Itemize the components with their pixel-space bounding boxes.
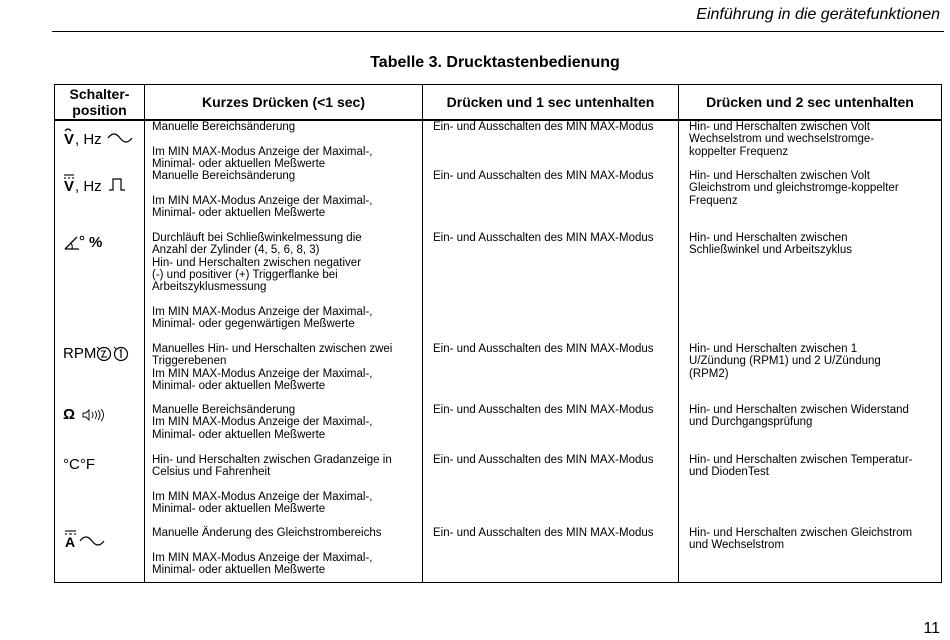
cell-text: und Durchgangsprüfung [689, 416, 813, 429]
cell-text: Ein- und Ausschalten des MIN MAX-Modus [433, 343, 654, 356]
cell-text: Hin- und Herschalten zwischen negativer [152, 256, 362, 269]
svg-text:, Hz: , Hz [75, 178, 102, 195]
hold-2-sec-cell [679, 454, 942, 527]
ac-volt-hz-sine-icon [63, 127, 141, 147]
cell-text: Minimal- oder aktuellen Meßwerte [152, 207, 326, 220]
hold-1-sec-cell [423, 343, 679, 404]
cell-text: Hin- und Herschalten zwischen Gleichstrom [689, 527, 913, 540]
table-header-row [55, 85, 942, 121]
switch-symbol [63, 127, 141, 147]
running-header: Einführung in die gerätefunktionen [696, 6, 940, 23]
hold-2-sec-cell [679, 232, 942, 343]
switch-symbol [63, 406, 107, 424]
button-operation-table [54, 84, 942, 583]
cell-text: Minimal- oder aktuellen Meßwerte [152, 503, 326, 516]
col-header-hold-1-sec: Drücken und 1 sec untenhalten [423, 85, 679, 121]
amp-dc-ac-icon [63, 529, 113, 549]
col-header-short-press: Kurzes Drücken (<1 sec) [145, 85, 423, 121]
switch-symbol [63, 529, 113, 549]
hold-2-sec-cell [679, 343, 942, 404]
cell-text: Im MIN MAX-Modus Anzeige der Maximal-, [152, 367, 373, 380]
cell-text: (-) und positiver (+) Triggerflanke bei [152, 269, 338, 282]
cell-text: Ein- und Ausschalten des MIN MAX-Modus [433, 454, 654, 467]
cell-text: (RPM2) [689, 367, 729, 380]
svg-text:, Hz: , Hz [75, 131, 102, 147]
cell-text: Im MIN MAX-Modus Anzeige der Maximal-, [152, 145, 373, 158]
table-row [55, 170, 942, 232]
rpm-label: RPM [63, 345, 97, 363]
cell-text: Manuelle Bereichsänderung [152, 170, 296, 183]
cell-text: Manuelle Bereichsänderung [152, 404, 296, 417]
cell-text: Minimal- oder aktuellen Meßwerte [152, 157, 326, 170]
cell-text: Im MIN MAX-Modus Anzeige der Maximal-, [152, 194, 373, 207]
svg-text:V: V [64, 178, 75, 195]
dc-volt-hz-square-icon [63, 172, 141, 194]
cell-text: Hin- und Herschalten zwischen Volt [689, 170, 870, 183]
cell-text: U/Zündung (RPM1) und 2 U/Zündung [689, 355, 881, 368]
hold-2-sec-cell [679, 120, 942, 170]
svg-text:V: V [64, 131, 75, 147]
col-header-switch-position [55, 85, 145, 121]
cell-text: Manuelle Änderung des Gleichstrombereichs [152, 527, 382, 540]
switch-position-cell [55, 120, 145, 170]
cell-text: Durchläuft bei Schließwinkelmessung die [152, 232, 362, 245]
cell-text: und Wechselstrom [689, 539, 785, 552]
cell-text: Celsius und Fahrenheit [152, 466, 271, 479]
cell-text: Minimal- oder aktuellen Meßwerte [152, 428, 326, 441]
hold-2-sec-cell [679, 170, 942, 232]
hold-1-sec-cell [423, 404, 679, 454]
hold-2-sec-cell [679, 404, 942, 454]
ohm-symbol: Ω [63, 406, 76, 424]
cell-text: Im MIN MAX-Modus Anzeige der Maximal-, [152, 416, 373, 429]
table-row [55, 120, 942, 170]
ohm-continuity-beeper-icon [81, 408, 107, 422]
col-header-switch-position-line: Schalter- [69, 86, 130, 102]
cell-text: Gleichstrom und gleichstromge-koppelter [689, 182, 899, 195]
cell-text: Manuelle Bereichsänderung [152, 121, 296, 133]
cell-text: Minimal- oder aktuellen Meßwerte [152, 564, 326, 577]
hold-1-sec-cell [423, 120, 679, 170]
cell-text: koppelter Frequenz [689, 145, 789, 158]
switch-symbol [63, 172, 141, 194]
cell-text: Hin- und Herschalten zwischen Widerstand [689, 404, 909, 417]
short-press-cell [145, 232, 423, 343]
table-row [55, 527, 942, 582]
cell-text: und DiodenTest [689, 466, 769, 479]
cell-text: Hin- und Herschalten zwischen 1 [689, 343, 858, 356]
short-press-cell [145, 343, 423, 404]
table-caption: Tabelle 3. Drucktastenbedienung [370, 54, 620, 71]
cell-text: Ein- und Ausschalten des MIN MAX-Modus [433, 170, 654, 183]
table-row [55, 404, 942, 454]
switch-symbol [63, 456, 95, 474]
switch-position-cell [55, 232, 145, 343]
cell-text: Minimal- oder aktuellen Meßwerte [152, 380, 326, 393]
cell-text: Im MIN MAX-Modus Anzeige der Maximal-, [152, 491, 373, 504]
switch-position-cell [55, 527, 145, 582]
amp-label: A [65, 534, 76, 550]
cell-text: Manuelles Hin- und Herschalten zwischen zwei [152, 343, 393, 356]
cell-text: Hin- und Herschalten zwischen [689, 232, 848, 245]
table-row [55, 343, 942, 404]
cell-text: Anzahl der Zylinder (4, 5, 6, 8, 3) [152, 244, 320, 257]
short-press-cell [145, 527, 423, 582]
table-row [55, 232, 942, 343]
cell-text: Schließwinkel und Arbeitszyklus [689, 244, 852, 257]
cell-text: Ein- und Ausschalten des MIN MAX-Modus [433, 404, 654, 417]
cell-text: Arbeitszyklusmessung [152, 281, 267, 294]
cell-text: Ein- und Ausschalten des MIN MAX-Modus [433, 232, 654, 245]
switch-symbol [63, 345, 130, 363]
cell-text: Wechselstrom und wechselstromge- [689, 133, 875, 146]
cell-text: Ein- und Ausschalten des MIN MAX-Modus [433, 121, 654, 133]
cell-text: Im MIN MAX-Modus Anzeige der Maximal-, [152, 551, 373, 564]
switch-position-cell [55, 454, 145, 527]
rpm-ignition-icon [96, 346, 130, 362]
short-press-cell [145, 404, 423, 454]
percent-symbol: % [89, 234, 103, 252]
cell-text: Hin- und Herschalten zwischen Volt [689, 121, 870, 133]
hold-1-sec-cell [423, 454, 679, 527]
switch-position-cell [55, 404, 145, 454]
cell-text: Triggerebenen [152, 355, 227, 368]
hold-1-sec-cell [423, 232, 679, 343]
switch-position-cell [55, 343, 145, 404]
short-press-cell [145, 120, 423, 170]
cell-text: Ein- und Ausschalten des MIN MAX-Modus [433, 527, 654, 540]
dwell-angle-percent-icon [63, 234, 85, 252]
page-number: 11 [923, 620, 940, 637]
cell-text: Im MIN MAX-Modus Anzeige der Maximal-, [152, 305, 373, 318]
header-rule [52, 31, 944, 32]
col-header-switch-position-line: position [72, 102, 127, 118]
cell-text: Minimal- oder gegenwärtigen Meßwerte [152, 318, 355, 331]
cell-text: Hin- und Herschalten zwischen Temperatur- [689, 454, 913, 467]
short-press-cell [145, 454, 423, 527]
col-header-hold-2-sec: Drücken und 2 sec untenhalten [679, 85, 942, 121]
hold-1-sec-cell [423, 527, 679, 582]
short-press-cell [145, 170, 423, 232]
switch-symbol [63, 234, 102, 252]
temperature-label: °C°F [63, 456, 95, 474]
hold-2-sec-cell [679, 527, 942, 582]
cell-text: Frequenz [689, 194, 738, 207]
hold-1-sec-cell [423, 170, 679, 232]
switch-position-cell [55, 170, 145, 232]
table-row [55, 454, 942, 527]
cell-text: Hin- und Herschalten zwischen Gradanzeige in [152, 454, 392, 467]
